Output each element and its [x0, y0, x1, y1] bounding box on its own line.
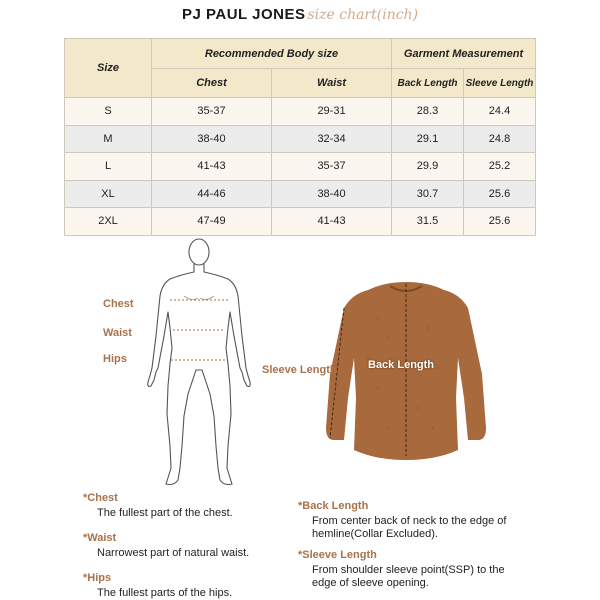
note-description: From center back of neck to the edge of hemline(Collar Excluded). — [312, 515, 507, 540]
note-hips — [83, 572, 283, 600]
back-length-column-header: Back Length — [392, 69, 464, 98]
sleeve-length-cell: 25.6 — [464, 180, 536, 208]
chest-figure-label: Chest — [103, 298, 134, 310]
chest-cell: 47-49 — [152, 208, 272, 236]
sleeve-length-figure-label: Sleeve Length — [262, 364, 337, 376]
size-cell: M — [65, 125, 152, 153]
note-chest — [83, 492, 283, 520]
waist-cell: 38-40 — [272, 180, 392, 208]
note-description: From shoulder sleeve point(SSP) to the edge of sleeve opening. — [312, 564, 505, 589]
table-row — [65, 180, 536, 208]
note-title: *Waist — [83, 532, 117, 544]
sleeve-length-cell: 24.8 — [464, 125, 536, 153]
chest-cell: 35-37 — [152, 98, 272, 126]
sleeve-length-cell: 24.4 — [464, 98, 536, 126]
garment-group-header: Garment Measurement — [392, 39, 536, 69]
size-cell: 2XL — [65, 208, 152, 236]
chest-cell: 41-43 — [152, 153, 272, 181]
back-length-cell: 29.9 — [392, 153, 464, 181]
note-title: *Hips — [83, 572, 112, 584]
waist-cell: 41-43 — [272, 208, 392, 236]
note-description: The fullest parts of the hips. — [97, 587, 233, 599]
waist-figure-label: Waist — [103, 327, 132, 339]
note-title: *Sleeve Length — [298, 549, 377, 561]
waist-column-header: Waist — [272, 69, 392, 98]
back-length-figure-label: Back Length — [368, 359, 435, 371]
notes-left — [83, 492, 283, 600]
body-outline-figure — [140, 236, 260, 494]
size-cell: S — [65, 98, 152, 126]
chart-title — [0, 6, 600, 24]
size-cell: XL — [65, 180, 152, 208]
note-sleeve-length — [298, 549, 528, 590]
table-row — [65, 98, 536, 126]
brand-name: PJ PAUL JONES — [181, 6, 306, 23]
size-column-header: Size — [65, 39, 152, 98]
note-description: Narrowest part of natural waist. — [97, 547, 250, 559]
chest-cell: 44-46 — [152, 180, 272, 208]
waist-cell: 29-31 — [272, 98, 392, 126]
size-table — [64, 38, 536, 236]
note-waist — [83, 532, 283, 560]
notes-right — [298, 500, 528, 590]
waist-cell: 32-34 — [272, 125, 392, 153]
table-row — [65, 153, 536, 181]
note-description: The fullest part of the chest. — [97, 507, 233, 519]
back-length-cell: 28.3 — [392, 98, 464, 126]
note-title: *Chest — [83, 492, 118, 504]
back-length-cell: 29.1 — [392, 125, 464, 153]
back-length-cell: 30.7 — [392, 180, 464, 208]
chart-subtitle: size chart(inch) — [307, 7, 419, 23]
table-row — [65, 208, 536, 236]
note-title: *Back Length — [298, 500, 369, 512]
table-row — [65, 125, 536, 153]
sleeve-length-cell: 25.6 — [464, 208, 536, 236]
back-length-cell: 31.5 — [392, 208, 464, 236]
waist-cell: 35-37 — [272, 153, 392, 181]
sleeve-length-cell: 25.2 — [464, 153, 536, 181]
chest-cell: 38-40 — [152, 125, 272, 153]
note-back-length — [298, 500, 528, 541]
chest-column-header: Chest — [152, 69, 272, 98]
sweater-figure — [318, 278, 498, 468]
hips-figure-label: Hips — [103, 353, 127, 365]
size-cell: L — [65, 153, 152, 181]
body-size-group-header: Recommended Body size — [152, 39, 392, 69]
sleeve-length-column-header: Sleeve Length — [464, 69, 536, 98]
